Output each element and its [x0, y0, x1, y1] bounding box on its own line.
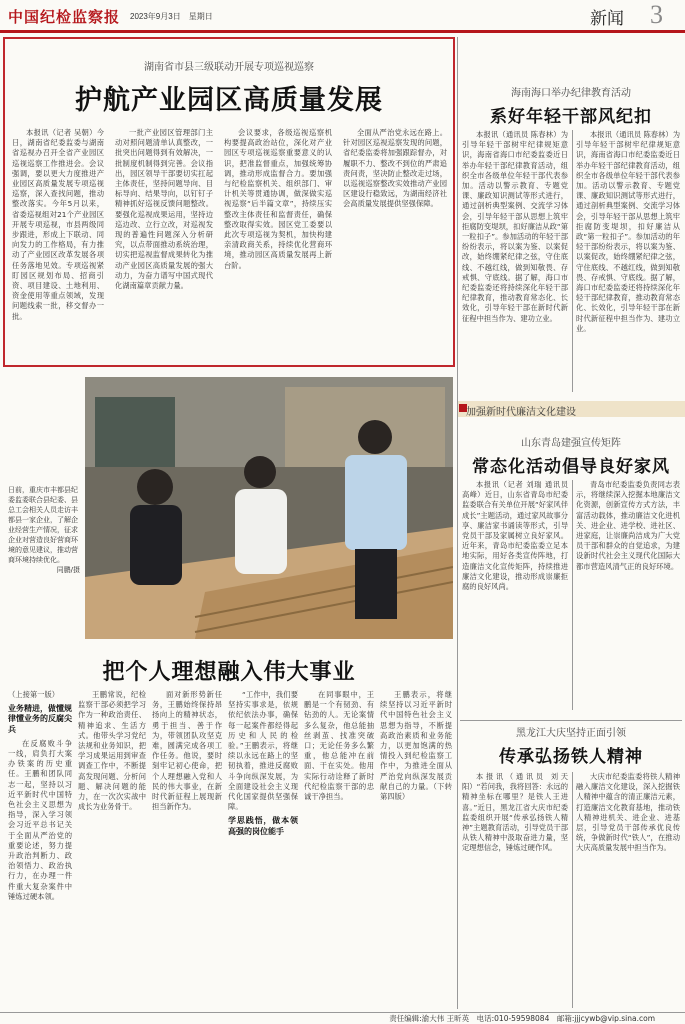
ideal-subhead-1: 业务精进，做懂规律懂业务的反腐尖兵 [8, 704, 72, 734]
page-footer: 责任编辑:渝大伟 王昕英 电话:010-59598084 邮箱:jjjcywb@vip.sina.com [0, 1012, 685, 1024]
hunan-column-1: 本报讯（记者 吴朝）今日，湖南省纪委监委与湖南省巡视办召开全省产业园区巡视巡察工作推进会。会议强调，要以更大力度推进产业园区高质量发展专项巡视巡察，深入查找问题，推动整改落实。今年5月以来，省委巡视组对21个产业园区开展专项巡视，市县两级同步跟进，形成上下联动、同向发力的工作格局，有力推动了产业园区改革发展各项任务落地见效。专项巡视紧盯园区规划布局、招商引资、项目建设、土地利用、资金使用等重点领域，发现问题线索一批，移交督办一批。 [12, 128, 104, 321]
photo-credit: 同鹏/摄 [56, 566, 80, 574]
ideal-dateline: （上接第一版） [8, 690, 60, 699]
photo-caption-text: 日前，重庆市丰都县纪委监委联合县纪委、县总工会相关人员走访丰都县一家企业，了解企业经营生产情况，征求企业对营造良好营商环境的意见建议，推动营商环境持续优化。 [8, 486, 78, 564]
section-bar-label: 加强新时代廉洁文化建设 [466, 407, 576, 418]
ideal-column-1: （上接第一版） 业务精进，做懂规律懂业务的反腐尖兵 在反腐败斗争一线，肩负打大案办铁案的历史重任。王鹏和团队同志一起，坚持以习近平新时代中国特色社会主义思想为指导，深入学习领会习近平总书记关于全面从严治党的重要论述，努力提升政治判断力、政治领悟力、政治执行力，在办理一件件重大复杂案件中锤炼过硬本领。 [8, 690, 72, 901]
qingdao-column-divider [572, 480, 573, 710]
photo-caption [8, 485, 80, 575]
hunan-column-3: 会议要求，各级巡视巡察机构要提高政治站位，深化对产业园区专项巡视巡察重要意义的认识，把准监督重点，加强统筹协调，推动形成监督合力。要加强与纪检监察机关、组织部门、审计机关等贯通协调，做深做实巡视巡察“后半篇文章”，持续压实整改主体责任和监督责任，确保整改取得实效。园区党工委要以此次专项巡视为契机，加快构建亲清政商关系，持续优化营商环境，推动园区高质量发展再上新台阶。 [224, 128, 332, 270]
ideal-column-6: 王鹏表示，将继续坚持以习近平新时代中国特色社会主义思想为指导，不断提高政治素质和业务能力，以更加饱满的热情投入到纪检监察工作中，为推进全面从严治党向纵深发展贡献自己的力量。（下转第四版） [380, 690, 452, 802]
news-photo [85, 377, 453, 639]
hunan-kicker: 湖南省市县三级联动开展专项巡视巡察 [144, 62, 314, 73]
daqing-column-1: 本报讯（通讯员 刘天阳）“若问我，我将回答：永远的精神坐标在哪里？是铁人王进喜。”近日，黑龙江省大庆市纪委监委组织开展“传承弘扬铁人精神”主题教育活动，引导党员干部从铁人精神中汲取奋进力量，坚定理想信念，锤炼过硬作风。 [462, 772, 568, 853]
ideal-column-3: 面对新形势新任务，王鹏始终保持昂扬向上的精神状态，勇于担当、善于作为，带领团队攻坚克难，圆满完成各项工作任务。他说，要时刻牢记初心使命，把个人理想融入党和人民的伟大事业，在新时代新征程上展现新担当新作为。 [152, 690, 222, 812]
daqing-headline: 传承弘扬铁人精神 [499, 747, 643, 767]
hunan-column-4: 全面从严治党永远在路上。针对园区巡视巡察发现的问题，省纪委监委将加强跟踪督办，对履职不力、整改不到位的严肃追责问责，坚决防止整改走过场，以巡视巡察整改实效推动产业园区建设行稳致远，为湖南经济社会高质量发展提供坚强保障。 [343, 128, 447, 209]
masthead [0, 0, 685, 30]
publication-date: 2023年9月3日 星期日 [130, 12, 213, 21]
masthead-rule [0, 30, 685, 33]
haikou-headline: 系好年轻干部风纪扣 [490, 107, 652, 127]
daqing-kicker: 黑龙江大庆坚持正面引领 [516, 728, 626, 739]
hunan-headline: 护航产业园区高质量发展 [75, 85, 383, 116]
daqing-top-rule [460, 720, 682, 721]
qingdao-kicker: 山东青岛建强宣传矩阵 [521, 438, 621, 449]
qingdao-column-2: 青岛市纪委监委负责同志表示，将继续深入挖掘本地廉洁文化资源，创新宣传方式方法，丰富活动载体，推动廉洁文化进机关、进企业、进学校、进社区、进家庭，让崇廉尚洁成为广大党员干部和群众的自觉追求，为建设新时代社会主义现代化国际大都市营造风清气正的良好环境。 [576, 480, 680, 571]
main-column-divider [457, 37, 458, 1009]
hunan-column-2: 一批产业园区管理部门主动对照问题清单认真整改，一批突出问题得到有效解决，一批制度机制得到完善。会议指出，园区领导干部要切实扛起主体责任，坚持问题导向、目标导向、结果导向，以钉钉子精神抓好巡视反馈问题整改。要强化巡视成果运用，坚持边巡边改、立行立改，对巡视发现的普遍性问题深入分析研究，以点带面推动系统治理，切实把巡视监督成果转化为推动产业园区高质量发展的强大动力，为奋力谱写中国式现代化湖南篇章贡献力量。 [115, 128, 213, 291]
photo-image [85, 377, 453, 639]
haikou-kicker: 海南海口举办纪律教育活动 [511, 88, 631, 99]
qingdao-column-1: 本报讯（记者 刘瑞 通讯员 高峰）近日，山东省青岛市纪委监委联合有关单位开展“好家风伴成长”主题活动，通过家风故事分享、廉洁家书诵读等形式，引导党员干部及家属树立良好家风。近年来，青岛市纪委监委立足本地实际，用好各类宣传阵地，打造廉洁文化宣传矩阵，持续推进廉洁文化建设，推动形成崇廉拒腐的良好风尚。 [462, 480, 568, 592]
ideal-column-5: 在同事眼中，王鹏是一个有韧劲、有钻劲的人。无论案情多么复杂，他总能抽丝剥茧、找准突破口；无论任务多么繁重，他总能冲在前面、干在实处。他用实际行动诠释了新时代纪检监察干部的忠诚干净担当。 [304, 690, 374, 802]
daqing-column-divider [572, 772, 573, 1008]
ideal-headline: 把个人理想融入伟大事业 [102, 659, 356, 685]
haikou-column-divider [572, 130, 573, 392]
haikou-column-1: 本报讯（通讯员 陈春林）为引导年轻干部树牢纪律规矩意识，海南省海口市纪委监委近日举办年轻干部纪律教育活动，组织全市各级单位年轻干部代表参加。活动以警示教育、专题党课、廉政知识测试等形式进行，通过剖析典型案例、交流学习体会，引导年轻干部从思想上筑牢拒腐防变堤坝，扣好廉洁从政“第一粒扣子”。参加活动的年轻干部纷纷表示，将以案为鉴、以案促改，始终绷紧纪律之弦，守住底线、不越红线，做到知敬畏、存戒惧、守底线。据了解，海口市纪委监委还将持续深化年轻干部纪律教育，推动教育常态化、长效化，引导年轻干部在新时代新征程中担当作为、建功立业。 [462, 130, 568, 323]
page-number: 3 [650, 0, 663, 29]
qingdao-headline: 常态化活动倡导良好家风 [472, 457, 670, 477]
section-name: 新闻 [590, 9, 624, 29]
ideal-column-4: “工作中，我们要坚持实事求是，依规依纪依法办事，确保每一起案件都经得起历史和人民的检验。”王鹏表示，将继续以永远在路上的坚韧执着，推进反腐败斗争向纵深发展，为全面建设社会主义现代化国家提供坚强保障。 学思践悟，做本领高强的岗位能手 [228, 690, 298, 836]
ideal-subhead-2: 学思践悟，做本领高强的岗位能手 [228, 816, 298, 836]
ideal-column-2: 王鹏常说，纪检监察干部必须把学习作为一种政治责任、精神追求、生活方式。他带头学习党纪法规和业务知识，把学习成果运用到审查调查工作中，不断提高发现问题、分析问题、解决问题的能力，在一次次实战中成长为业务骨干。 [78, 690, 146, 812]
daqing-column-2: 大庆市纪委监委将铁人精神融入廉洁文化建设，深入挖掘铁人精神中蕴含的清正廉洁元素，打造廉洁文化教育基地，推动铁人精神进机关、进企业、进基层，引导党员干部传承优良传统，争做新时代“铁人”，在推动大庆高质量发展中担当作为。 [576, 772, 680, 853]
newspaper-logo: 中国纪检监察报 [8, 8, 121, 26]
haikou-column-2: 本报讯（通讯员 陈春林）为引导年轻干部树牢纪律规矩意识，海南省海口市纪委监委近日举办年轻干部纪律教育活动，组织全市各级单位年轻干部代表参加。活动以警示教育、专题党课、廉政知识测试等形式进行，通过剖析典型案例、交流学习体会，引导年轻干部从思想上筑牢拒腐防变堤坝，扣好廉洁从政“第一粒扣子”。参加活动的年轻干部纷纷表示，将以案为鉴、以案促改，始终绷紧纪律之弦，守住底线、不越红线，做到知敬畏、存戒惧、守底线。据了解，海口市纪委监委还将持续深化年轻干部纪律教育，推动教育常态化、长效化，引导年轻干部在新时代新征程中担当作为、建功立业。 [576, 130, 680, 333]
